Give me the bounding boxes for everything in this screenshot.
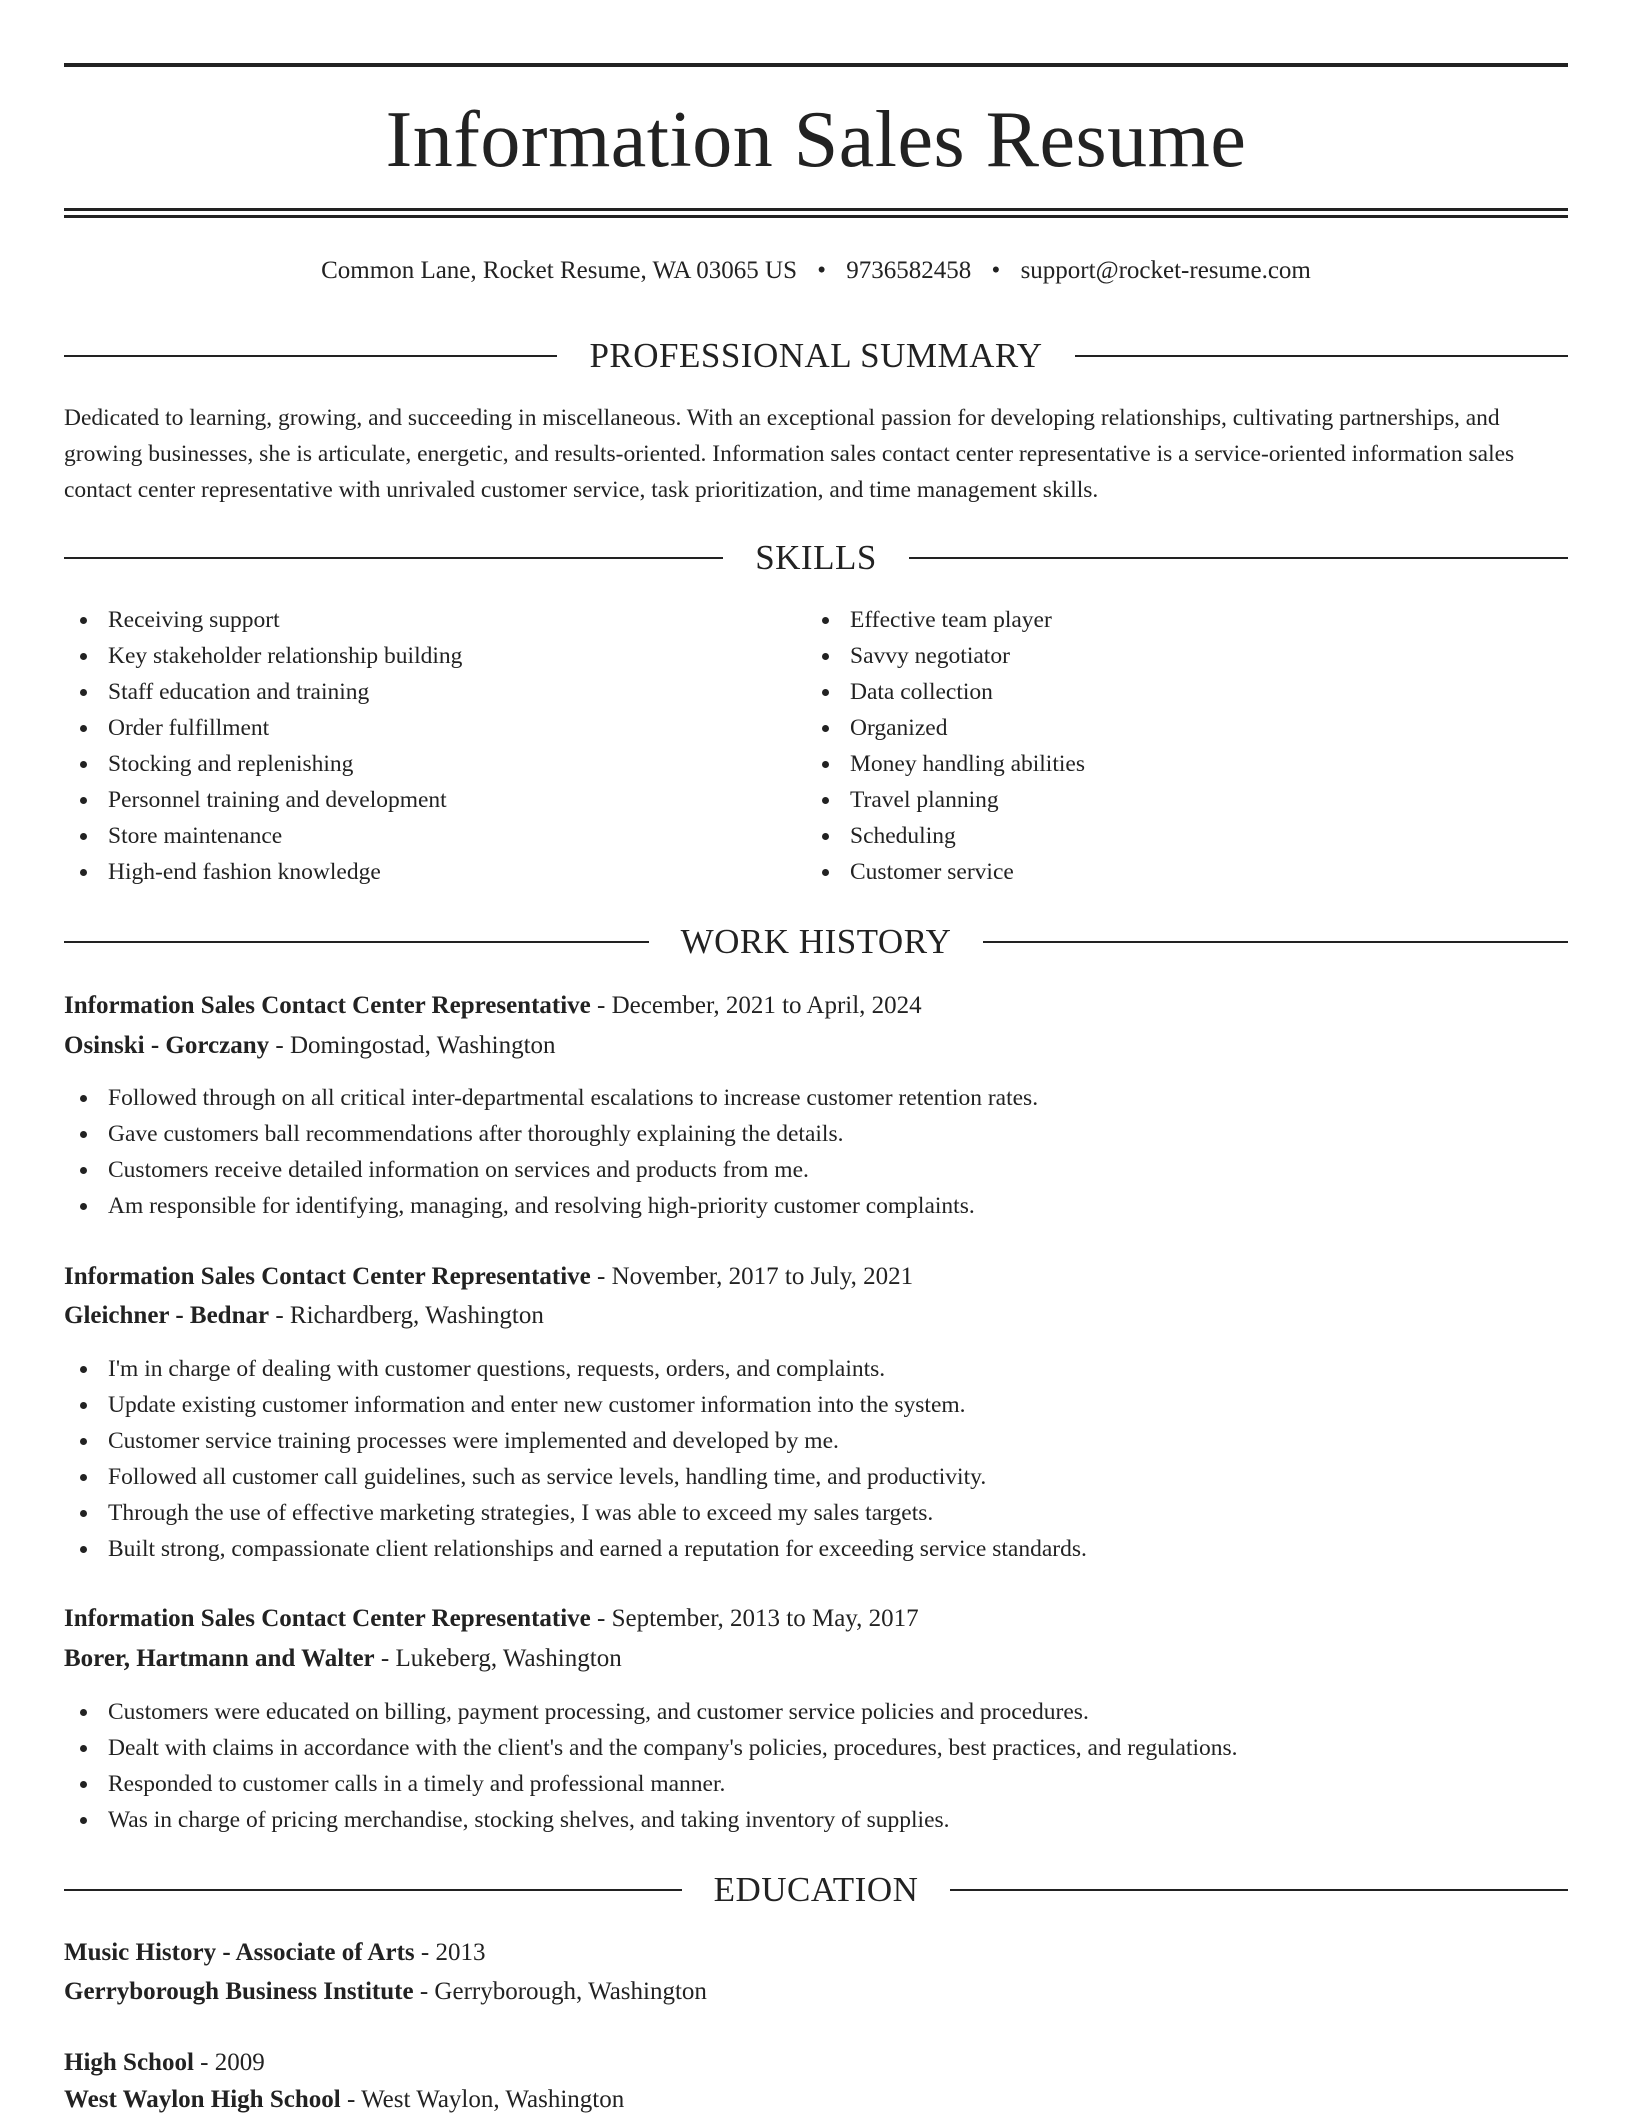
job-title-line: [64, 988, 1568, 1024]
education-degree-line: [64, 1935, 1568, 1971]
skill-item: High-end fashion knowledge: [64, 854, 764, 890]
dash: -: [590, 992, 612, 1019]
skill-item: Money handling abilities: [806, 746, 1506, 782]
title-double-rule-upper: [64, 208, 1568, 211]
summary-heading: PROFESSIONAL SUMMARY: [589, 336, 1043, 375]
title-double-rule-lower: [64, 215, 1568, 218]
skill-item: Staff education and training: [64, 674, 764, 710]
education-location: West Waylon, Washington: [361, 2086, 625, 2113]
education-section-header: [64, 1870, 1568, 1910]
duty-item: Customer service training processes were implemented and developed by me.: [64, 1423, 1568, 1459]
contact-separator: •: [817, 257, 827, 284]
skills-heading: SKILLS: [755, 538, 877, 577]
education-degree: Music History - Associate of Arts: [64, 1939, 415, 1966]
divider-line: [1075, 355, 1568, 357]
skills-list-left: [64, 602, 764, 890]
skill-item: Customer service: [806, 854, 1506, 890]
skill-item: Data collection: [806, 674, 1506, 710]
dash: -: [269, 1032, 290, 1059]
divider-line: [950, 1889, 1568, 1891]
divider-line: [909, 557, 1568, 559]
duty-item: I'm in charge of dealing with customer questions, requests, orders, and complaints.: [64, 1351, 1568, 1387]
dash: -: [374, 1645, 396, 1672]
dash: -: [590, 1263, 612, 1290]
resume-title: Information Sales Resume: [385, 96, 1247, 184]
duty-item: Through the use of effective marketing strategies, I was able to exceed my sales targets.: [64, 1495, 1568, 1531]
dash: -: [340, 2086, 362, 2113]
education-degree: High School: [64, 2049, 194, 2076]
education-heading: EDUCATION: [713, 1870, 919, 1909]
contact-address: Common Lane, Rocket Resume, WA 03065 US: [321, 257, 798, 284]
duty-item: Built strong, compassionate client relationships and earned a reputation for exceeding service standards.: [64, 1531, 1568, 1567]
contact-line: [64, 254, 1568, 288]
skill-item: Scheduling: [806, 818, 1506, 854]
contact-separator: •: [991, 257, 1001, 284]
divider-line: [64, 941, 649, 943]
education-degree-line: [64, 2045, 1568, 2081]
job-title-line: [64, 1601, 1568, 1637]
job-location: Lukeberg, Washington: [395, 1645, 622, 1672]
job-position: Information Sales Contact Center Representative: [64, 1605, 591, 1632]
education-year: 2009: [214, 2049, 265, 2076]
education-school: West Waylon High School: [64, 2086, 341, 2113]
job-position: Information Sales Contact Center Representative: [64, 992, 591, 1019]
skill-item: Receiving support: [64, 602, 764, 638]
duty-item: Update existing customer information and enter new customer information into the system.: [64, 1387, 1568, 1423]
skill-item: Key stakeholder relationship building: [64, 638, 764, 674]
divider-line: [64, 355, 557, 357]
duty-item: Customers were educated on billing, payment processing, and customer service policies and procedures.: [64, 1694, 1568, 1730]
skill-item: Personnel training and development: [64, 782, 764, 818]
education-year: 2013: [435, 1939, 486, 1966]
top-rule: [64, 63, 1568, 67]
contact-phone: 9736582458: [846, 257, 972, 284]
divider-line: [64, 1889, 682, 1891]
divider-line: [64, 557, 723, 559]
skill-item: Store maintenance: [64, 818, 764, 854]
education-school-line: [64, 2082, 1568, 2118]
skill-item: Order fulfillment: [64, 710, 764, 746]
job-position: Information Sales Contact Center Representative: [64, 1263, 591, 1290]
dash: -: [590, 1605, 612, 1632]
job-company-line: [64, 1028, 1568, 1064]
education-location: Gerryborough, Washington: [434, 1978, 707, 2005]
summary-text: Dedicated to learning, growing, and succeeding in miscellaneous. With an exceptional passion for developing relationships, cultivating partnerships, and growing businesses, she is articulate, energetic, and results-oriented. Information sales contact center representative is a service-oriented information sales contact center representative with unrivaled customer service, task prioritization, and time management skills.: [64, 405, 1515, 503]
divider-line: [983, 941, 1568, 943]
skills-list-right: [806, 602, 1506, 890]
duty-item: Responded to customer calls in a timely and professional manner.: [64, 1766, 1568, 1802]
job-location: Richardberg, Washington: [289, 1302, 544, 1329]
skill-item: Travel planning: [806, 782, 1506, 818]
job-company-line: [64, 1298, 1568, 1334]
duty-item: Customers receive detailed information on services and products from me.: [64, 1152, 1568, 1188]
job-company-line: [64, 1641, 1568, 1677]
dash: -: [414, 1939, 436, 1966]
skill-item: Stocking and replenishing: [64, 746, 764, 782]
work-heading: WORK HISTORY: [680, 922, 952, 961]
dash: -: [413, 1978, 435, 2005]
duty-item: Am responsible for identifying, managing, and resolving high-priority customer complaints.: [64, 1188, 1568, 1224]
duty-item: Followed through on all critical inter-departmental escalations to increase customer retention rates.: [64, 1080, 1568, 1116]
job-dates: September, 2013 to May, 2017: [611, 1605, 919, 1632]
job-dates: December, 2021 to April, 2024: [611, 992, 922, 1019]
job-company: Osinski - Gorczany: [64, 1032, 270, 1059]
job-dates: November, 2017 to July, 2021: [611, 1263, 914, 1290]
duty-item: Dealt with claims in accordance with the client's and the company's policies, procedures, best practices, and regulations.: [64, 1730, 1568, 1766]
summary-section-header: [64, 336, 1568, 376]
job-duties-list: [64, 1694, 1568, 1838]
skill-item: Organized: [806, 710, 1506, 746]
skills-section-header: [64, 538, 1568, 578]
education-school-line: [64, 1974, 1568, 2010]
education-school: Gerryborough Business Institute: [64, 1978, 414, 2005]
duty-item: Was in charge of pricing merchandise, stocking shelves, and taking inventory of supplies.: [64, 1802, 1568, 1838]
dash: -: [269, 1302, 290, 1329]
duty-item: Followed all customer call guidelines, such as service levels, handling time, and productivity.: [64, 1459, 1568, 1495]
dash: -: [193, 2049, 215, 2076]
duty-item: Gave customers ball recommendations after thoroughly explaining the details.: [64, 1116, 1568, 1152]
job-duties-list: [64, 1351, 1568, 1567]
job-company: Gleichner - Bednar: [64, 1302, 270, 1329]
skill-item: Effective team player: [806, 602, 1506, 638]
work-section-header: [64, 922, 1568, 962]
skill-item: Savvy negotiator: [806, 638, 1506, 674]
job-company: Borer, Hartmann and Walter: [64, 1645, 375, 1672]
job-duties-list: [64, 1080, 1568, 1224]
job-title-line: [64, 1259, 1568, 1295]
contact-email: support@rocket-resume.com: [1020, 257, 1311, 284]
job-location: Domingostad, Washington: [289, 1032, 556, 1059]
